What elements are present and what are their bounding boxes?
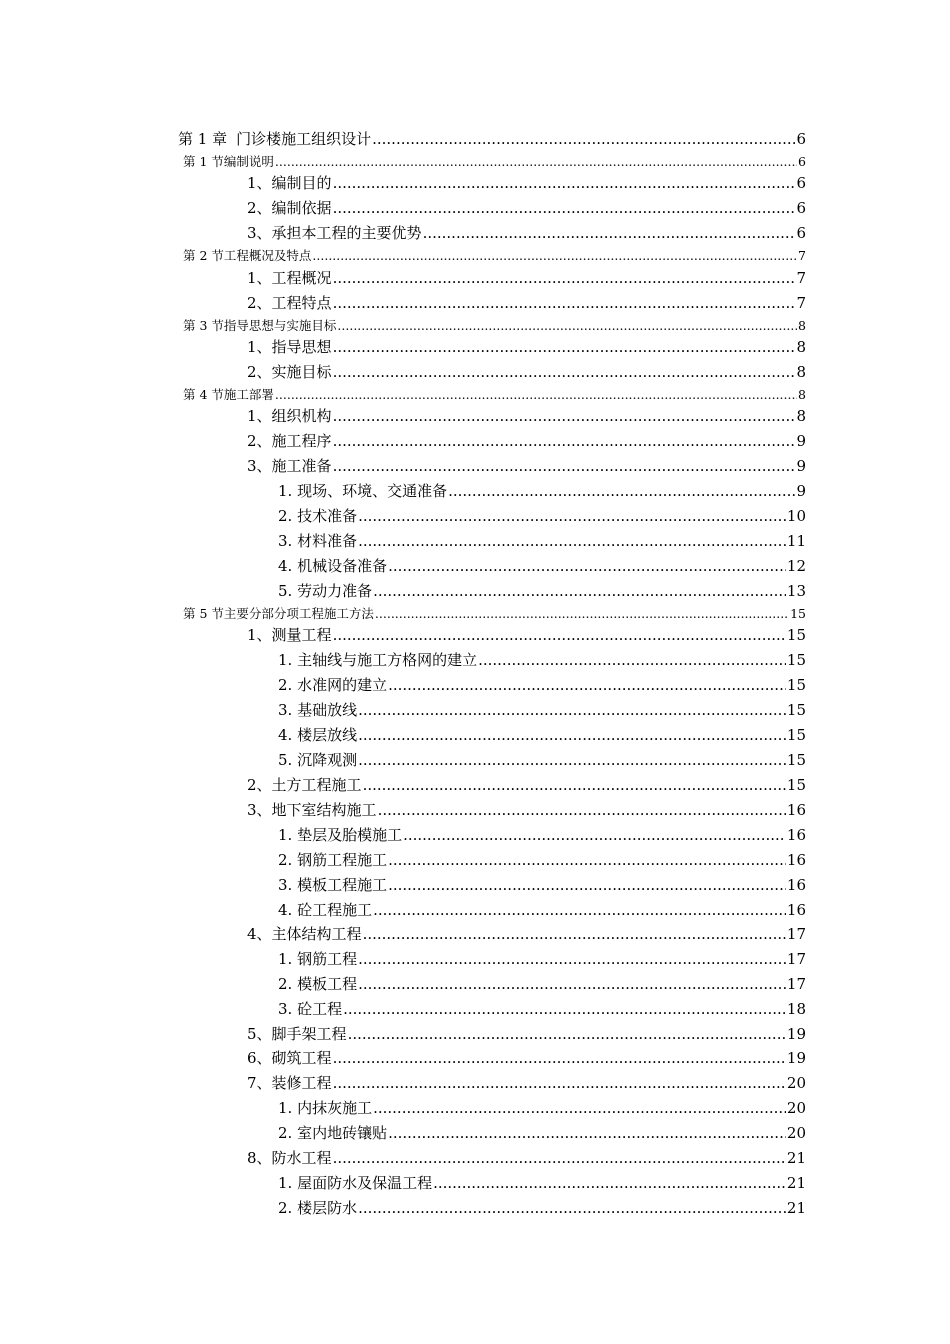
toc-entry[interactable] [278, 1197, 806, 1218]
toc-entry-page-number: 21 [786, 1199, 806, 1217]
toc-entry-page-number: 15 [786, 651, 806, 669]
toc-entry-title: 承担本工程的主要优势 [271, 224, 422, 242]
dot-leader [388, 557, 786, 575]
toc-entry-page-number: 15 [786, 676, 806, 694]
toc-entry[interactable] [278, 899, 806, 920]
toc-entry[interactable] [278, 1172, 806, 1193]
toc-entry[interactable] [247, 1023, 806, 1044]
toc-entry-number: 2、 [247, 432, 272, 450]
toc-entry-title: 地下室结构施工 [271, 801, 377, 819]
toc-entry-title: 1. 屋面防水及保温工程 [278, 1174, 433, 1192]
toc-entry-title: 5. 沉降观测 [278, 751, 358, 769]
dot-leader [373, 582, 786, 600]
toc-entry-page-number: 20 [786, 1124, 806, 1142]
dot-leader [348, 1025, 786, 1043]
toc-entry-number: 第 1 章 [178, 130, 228, 148]
toc-entry[interactable] [278, 849, 806, 870]
toc-entry[interactable] [247, 1072, 806, 1093]
toc-entry[interactable] [247, 336, 806, 357]
toc-entry-page-number: 15 [786, 751, 806, 769]
toc-entry[interactable] [247, 430, 806, 451]
toc-entry-title: 3. 基础放线 [278, 701, 358, 719]
toc-entry-number: 8、 [247, 1149, 272, 1167]
toc-entry-title: 3. 材料准备 [278, 532, 358, 550]
toc-entry-number: 1、 [247, 626, 272, 644]
toc-entry[interactable] [278, 505, 806, 526]
toc-entry-number: 7、 [247, 1074, 272, 1092]
toc-entry-number: 1、 [247, 338, 272, 356]
dot-leader [358, 950, 786, 968]
dot-leader [388, 1124, 786, 1142]
toc-entry[interactable] [247, 405, 806, 426]
dot-leader [373, 901, 786, 919]
toc-entry-title: 主要分部分项工程施工方法 [223, 606, 374, 621]
dot-leader [358, 1199, 786, 1217]
toc-entry[interactable] [278, 580, 806, 601]
toc-entry-title: 编制说明 [223, 154, 274, 169]
toc-entry[interactable] [247, 624, 806, 645]
dot-leader [343, 1000, 786, 1018]
toc-entry[interactable] [247, 799, 806, 820]
toc-entry[interactable] [247, 172, 806, 193]
dot-leader [372, 130, 795, 148]
toc-entry-page-number: 7 [798, 248, 806, 263]
toc-entry-page-number: 17 [786, 975, 806, 993]
dot-leader [312, 248, 797, 263]
toc-entry-title: 测量工程 [271, 626, 332, 644]
toc-entry-number: 第 4 节 [183, 387, 224, 402]
toc-entry-page-number: 6 [796, 199, 806, 217]
toc-entry-page-number: 12 [786, 557, 806, 575]
dot-leader [358, 532, 786, 550]
toc-entry-page-number: 17 [786, 950, 806, 968]
toc-entry-page-number: 8 [796, 407, 806, 425]
toc-entry-title: 脚手架工程 [271, 1025, 347, 1043]
toc-entry-title: 指导思想 [271, 338, 332, 356]
toc-entry-page-number: 15 [786, 726, 806, 744]
toc-entry[interactable] [278, 555, 806, 576]
dot-leader [358, 726, 786, 744]
toc-entry-page-number: 6 [798, 154, 806, 169]
dot-leader [333, 1074, 786, 1092]
dot-leader [333, 432, 796, 450]
toc-entry[interactable] [278, 998, 806, 1019]
dot-leader [388, 676, 786, 694]
toc-entry-page-number: 17 [786, 925, 806, 943]
toc-entry-title: 编制目的 [271, 174, 332, 192]
toc-entry-number: 3、 [247, 801, 272, 819]
toc-entry-page-number: 8 [796, 338, 806, 356]
toc-entry[interactable] [247, 292, 806, 313]
dot-leader [275, 387, 797, 402]
toc-entry-title: 门诊楼施工组织设计 [236, 130, 372, 148]
toc-entry[interactable] [183, 152, 806, 170]
dot-leader [275, 154, 797, 169]
toc-entry-title: 防水工程 [271, 1149, 332, 1167]
dot-leader [358, 751, 786, 769]
dot-leader [333, 407, 796, 425]
toc-entry-page-number: 15 [786, 776, 806, 794]
toc-entry-title: 2. 室内地砖镶贴 [278, 1124, 388, 1142]
dot-leader [337, 318, 797, 333]
toc-entry-title: 3. 砼工程 [278, 1000, 343, 1018]
dot-leader [358, 975, 786, 993]
toc-entry-page-number: 15 [786, 701, 806, 719]
dot-leader [333, 174, 796, 192]
toc-entry-title: 2. 水准网的建立 [278, 676, 388, 694]
dot-leader [333, 363, 796, 381]
toc-entry[interactable] [278, 874, 806, 895]
toc-entry-title: 砌筑工程 [271, 1049, 332, 1067]
toc-entry[interactable] [183, 246, 806, 264]
toc-entry-page-number: 8 [796, 363, 806, 381]
toc-entry-page-number: 6 [796, 174, 806, 192]
toc-entry-title: 5. 劳动力准备 [278, 582, 373, 600]
toc-entry[interactable] [278, 1122, 806, 1143]
toc-entry-title: 施工部署 [223, 387, 274, 402]
toc-entry-title: 编制依据 [271, 199, 332, 217]
dot-leader [333, 199, 796, 217]
toc-entry-page-number: 7 [796, 294, 806, 312]
toc-entry-number: 1、 [247, 269, 272, 287]
toc-entry-title: 工程概况 [271, 269, 332, 287]
toc-entry-title: 施工准备 [271, 457, 332, 475]
dot-leader [333, 1149, 786, 1167]
toc-entry-title: 土方工程施工 [271, 776, 362, 794]
toc-entry-page-number: 6 [796, 224, 806, 242]
toc-entry[interactable] [247, 1047, 806, 1068]
toc-entry-page-number: 21 [786, 1174, 806, 1192]
toc-entry-title: 工程概况及特点 [223, 248, 312, 263]
toc-entry-page-number: 16 [786, 826, 806, 844]
toc-entry-title: 指导思想与实施目标 [223, 318, 337, 333]
toc-entry-page-number: 9 [796, 482, 806, 500]
toc-entry-page-number: 10 [786, 507, 806, 525]
toc-entry-title: 1. 主轴线与施工方格网的建立 [278, 651, 478, 669]
dot-leader [358, 507, 786, 525]
toc-entry-title: 2. 技术准备 [278, 507, 358, 525]
dot-leader [333, 338, 796, 356]
toc-entry-title: 组织机构 [271, 407, 332, 425]
toc-entry-title: 4. 砼工程施工 [278, 901, 373, 919]
toc-entry-number: 3、 [247, 457, 272, 475]
toc-entry-number: 6、 [247, 1049, 272, 1067]
toc-entry-title: 1. 现场、环境、交通准备 [278, 482, 448, 500]
toc-entry[interactable] [247, 361, 806, 382]
toc-entry-page-number: 8 [798, 318, 806, 333]
toc-entry-page-number: 19 [786, 1049, 806, 1067]
toc-entry[interactable] [278, 724, 806, 745]
toc-entry-page-number: 9 [796, 457, 806, 475]
toc-entry-title: 1. 内抹灰施工 [278, 1099, 373, 1117]
toc-entry[interactable] [178, 128, 806, 149]
dot-leader [333, 269, 796, 287]
toc-entry-number: 4、 [247, 925, 272, 943]
toc-entry-number: 第 3 节 [183, 318, 224, 333]
toc-entry-title: 施工程序 [271, 432, 332, 450]
dot-leader [388, 876, 786, 894]
toc-entry-page-number: 20 [786, 1099, 806, 1117]
toc-entry-title: 2. 模板工程 [278, 975, 358, 993]
toc-entry-page-number: 9 [796, 432, 806, 450]
dot-leader [388, 851, 786, 869]
toc-entry-title: 4. 楼层放线 [278, 726, 358, 744]
dot-leader [423, 224, 796, 242]
dot-leader [333, 626, 786, 644]
toc-entry[interactable] [247, 267, 806, 288]
toc-entry-title: 装修工程 [271, 1074, 332, 1092]
dot-leader [448, 482, 795, 500]
toc-entry-title: 2. 钢筋工程施工 [278, 851, 388, 869]
toc-entry-page-number: 11 [786, 532, 806, 550]
toc-entry-title: 2. 楼层防水 [278, 1199, 358, 1217]
toc-entry[interactable] [247, 455, 806, 476]
toc-entry-page-number: 13 [786, 582, 806, 600]
toc-entry-number: 第 2 节 [183, 248, 224, 263]
toc-entry-page-number: 19 [786, 1025, 806, 1043]
toc-entry-number: 第 1 节 [183, 154, 224, 169]
dot-leader [373, 1099, 786, 1117]
toc-entry[interactable] [278, 948, 806, 969]
toc-entry[interactable] [247, 923, 806, 944]
toc-entry-page-number: 18 [786, 1000, 806, 1018]
toc-entry-number: 2、 [247, 199, 272, 217]
toc-entry-number: 3、 [247, 224, 272, 242]
dot-leader [363, 925, 786, 943]
dot-leader [433, 1174, 786, 1192]
toc-entry-page-number: 6 [796, 130, 806, 148]
dot-leader [333, 1049, 786, 1067]
toc-entry-page-number: 16 [786, 801, 806, 819]
toc-entry-page-number: 15 [790, 606, 806, 621]
dot-leader [478, 651, 786, 669]
toc-entry[interactable] [247, 197, 806, 218]
toc-entry-page-number: 15 [786, 626, 806, 644]
toc-entry[interactable] [278, 480, 806, 501]
toc-entry[interactable] [278, 1097, 806, 1118]
dot-leader [363, 776, 786, 794]
toc-entry[interactable] [247, 1147, 806, 1168]
toc-entry-page-number: 7 [796, 269, 806, 287]
toc-entry[interactable] [278, 699, 806, 720]
toc-entry-title: 主体结构工程 [271, 925, 362, 943]
toc-entry[interactable] [278, 973, 806, 994]
toc-entry-title: 1. 垫层及胎模施工 [278, 826, 403, 844]
toc-entry-page-number: 16 [786, 851, 806, 869]
dot-leader [378, 801, 786, 819]
toc-entry-page-number: 20 [786, 1074, 806, 1092]
toc-entry-number: 第 5 节 [183, 606, 224, 621]
toc-entry-page-number: 16 [786, 901, 806, 919]
toc-entry[interactable] [278, 824, 806, 845]
dot-leader [333, 457, 796, 475]
toc-entry[interactable] [183, 604, 806, 622]
dot-leader [358, 701, 786, 719]
toc-entry-number: 2、 [247, 776, 272, 794]
toc-entry[interactable] [183, 385, 806, 403]
toc-entry-title: 4. 机械设备准备 [278, 557, 388, 575]
toc-entry[interactable] [278, 530, 806, 551]
dot-leader [375, 606, 789, 621]
toc-entry-number: 1、 [247, 407, 272, 425]
toc-entry-page-number: 8 [798, 387, 806, 402]
toc-entry-title: 工程特点 [271, 294, 332, 312]
toc-entry-number: 1、 [247, 174, 272, 192]
toc-entry-title: 1. 钢筋工程 [278, 950, 358, 968]
toc-entry-title: 3. 模板工程施工 [278, 876, 388, 894]
toc-entry-page-number: 16 [786, 876, 806, 894]
dot-leader [403, 826, 786, 844]
dot-leader [333, 294, 796, 312]
toc-entry-number: 5、 [247, 1025, 272, 1043]
toc-entry-number: 2、 [247, 363, 272, 381]
toc-entry[interactable] [247, 774, 806, 795]
toc-entry[interactable] [278, 749, 806, 770]
toc-entry-title: 实施目标 [271, 363, 332, 381]
toc-entry[interactable] [183, 316, 806, 334]
toc-entry-number: 2、 [247, 294, 272, 312]
toc-entry[interactable] [278, 674, 806, 695]
toc-entry[interactable] [247, 222, 806, 243]
toc-entry-page-number: 21 [786, 1149, 806, 1167]
toc-entry[interactable] [278, 649, 806, 670]
